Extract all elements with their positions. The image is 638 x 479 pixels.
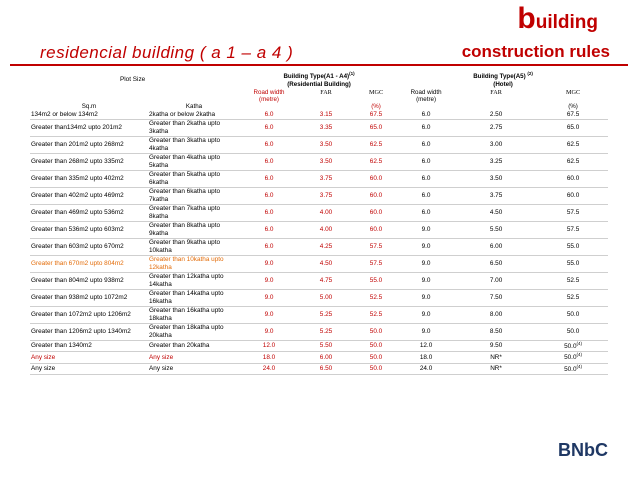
col-mgc-a: MGC	[368, 88, 384, 96]
brand-title	[517, 4, 598, 34]
row-mgc-b: 52.5	[566, 294, 580, 302]
row-road-width-b: 6.0	[421, 175, 431, 183]
row-far-b: 5.50	[489, 226, 503, 234]
col-far-b: FAR	[490, 88, 502, 96]
row-far-a: 4.00	[319, 226, 333, 234]
row-road-width-a: 9.0	[264, 328, 274, 336]
row-road-width-b: 9.0	[421, 226, 431, 234]
row-road-width-a: 24.0	[262, 364, 276, 372]
row-katha: Greater than 7katha upto 8katha	[149, 205, 221, 221]
row-mgc-a: 50.0	[369, 353, 383, 361]
row-mgc-a: 65.0	[369, 124, 383, 132]
row-road-width-a: 12.0	[262, 342, 276, 350]
row-far-b: 7.00	[489, 277, 503, 285]
row-far-a: 5.25	[319, 328, 333, 336]
header-row-groups	[30, 71, 608, 81]
row-far-a: 3.75	[319, 175, 333, 183]
row-road-width-b: 6.0	[421, 158, 431, 166]
row-far-a: 3.50	[319, 141, 333, 149]
row-sqm: Greater than 1206m2 upto 1340m2	[31, 328, 131, 336]
row-katha: Greater than 6katha upto 7katha	[149, 188, 221, 204]
row-far-b: 8.00	[489, 311, 503, 319]
row-far-b: 6.00	[489, 243, 503, 251]
row-road-width-b: 9.0	[421, 328, 431, 336]
row-katha: Greater than 8katha upto 9katha	[149, 222, 221, 238]
col-pct-a: (%)	[371, 102, 381, 110]
row-sqm: Greater than 670m2 upto 804m2	[31, 260, 124, 268]
bnbc-logo: BNbC	[558, 440, 608, 460]
row-mgc-a: 60.0	[369, 175, 383, 183]
col-metre-a: (metre)	[259, 96, 279, 104]
row-mgc-a: 50.0	[369, 364, 383, 372]
table-row	[30, 256, 608, 273]
row-sqm: Greater than 1340m2	[31, 342, 92, 350]
row-road-width-b: 9.0	[421, 243, 431, 251]
row-road-width-a: 6.0	[264, 124, 274, 132]
row-sqm: Greater than 603m2 upto 670m2	[31, 243, 124, 251]
group-b-subtitle: (Hotel)	[493, 80, 513, 88]
row-far-a: 5.25	[319, 311, 333, 319]
row-mgc-b: 67.5	[566, 110, 580, 118]
row-road-width-a: 9.0	[264, 260, 274, 268]
row-road-width-b: 6.0	[421, 141, 431, 149]
group-a-title: Building Type(A1 - A4)$^{(1)}$	[283, 71, 355, 81]
row-mgc-a: 60.0	[369, 209, 383, 217]
row-katha: Greater than 16katha upto 18katha	[149, 307, 224, 323]
row-sqm: Greater than 536m2 upto 603m2	[31, 226, 124, 234]
row-sqm: Any size	[31, 364, 56, 372]
row-far-b: NR*	[490, 364, 502, 372]
row-sqm: Greater than 335m2 upto 402m2	[31, 175, 124, 183]
row-katha: Greater than 3katha upto 4katha	[149, 137, 221, 153]
row-far-a: 3.75	[319, 192, 333, 200]
group-a-subtitle: (Residential Building)	[287, 80, 351, 88]
table-row	[30, 324, 608, 341]
row-mgc-b: 57.5	[566, 226, 580, 234]
plot-size-label: Plot Size	[120, 75, 146, 83]
brand-rest: uilding	[535, 12, 598, 33]
row-far-a: 4.75	[319, 277, 333, 285]
row-road-width-a: 18.0	[262, 353, 276, 361]
row-katha: Greater than 2katha upto 3katha	[149, 120, 221, 136]
table-row	[30, 154, 608, 171]
table-row	[30, 273, 608, 290]
table-row	[30, 110, 608, 120]
row-mgc-a: 57.5	[369, 243, 383, 251]
row-road-width-b: 24.0	[419, 364, 433, 372]
row-far-b: 7.50	[489, 294, 503, 302]
table-row	[30, 352, 608, 363]
header-row-columns	[30, 89, 608, 97]
row-mgc-b: 60.0	[566, 192, 580, 200]
row-mgc-b: 62.5	[566, 158, 580, 166]
table-row	[30, 363, 608, 374]
row-far-a: 3.15	[319, 110, 333, 118]
row-mgc-a: 52.5	[369, 311, 383, 319]
row-sqm: Greater than 804m2 upto 938m2	[31, 277, 124, 285]
col-metre-b: (metre)	[416, 96, 437, 104]
row-mgc-b: 65.0	[566, 124, 580, 132]
row-far-b: 3.75	[489, 192, 503, 200]
row-far-b: 9.50	[489, 342, 503, 350]
row-sqm: Greater than 1072m2 upto 1206m2	[31, 311, 131, 319]
row-road-width-a: 6.0	[264, 141, 274, 149]
row-far-a: 3.50	[319, 158, 333, 166]
row-road-width-a: 6.0	[264, 243, 274, 251]
row-road-width-b: 9.0	[421, 294, 431, 302]
row-road-width-b: 9.0	[421, 311, 431, 319]
row-katha: Greater than 5katha upto 6katha	[149, 171, 221, 187]
table-row	[30, 120, 608, 137]
row-far-a: 5.50	[319, 342, 333, 350]
row-sqm: Greater than 402m2 upto 469m2	[31, 192, 124, 200]
row-road-width-a: 6.0	[264, 110, 274, 118]
table-row	[30, 137, 608, 154]
row-katha: Greater than 9katha upto 10katha	[149, 239, 221, 255]
row-road-width-b: 6.0	[421, 192, 431, 200]
col-far-a: FAR	[320, 88, 332, 96]
row-sqm: Greater than 469m2 upto 536m2	[31, 209, 124, 217]
row-road-width-b: 12.0	[419, 342, 433, 350]
row-far-a: 5.00	[319, 294, 333, 302]
row-sqm: Greater than 938m2 upto 1072m2	[31, 294, 128, 302]
row-road-width-b: 18.0	[419, 353, 433, 361]
row-katha: Greater than 10katha upto 12katha	[149, 256, 224, 272]
group-b-title: Building Type(A5) $^{(2)}$	[473, 71, 533, 81]
row-mgc-b: 50.0$^{(4)}$	[564, 363, 583, 373]
row-katha: 2katha or below 2katha	[149, 110, 216, 118]
row-road-width-b: 6.0	[421, 110, 431, 118]
title-divider	[10, 64, 628, 66]
row-mgc-b: 55.0	[566, 243, 580, 251]
row-road-width-b: 6.0	[421, 209, 431, 217]
table-row	[30, 171, 608, 188]
row-far-a: 4.50	[319, 260, 333, 268]
row-katha: Greater than 18katha upto 20katha	[149, 324, 224, 340]
row-mgc-a: 60.0	[369, 192, 383, 200]
row-far-a: 4.25	[319, 243, 333, 251]
row-far-b: 3.25	[489, 158, 503, 166]
row-mgc-b: 52.5	[566, 277, 580, 285]
row-road-width-b: 9.0	[421, 277, 431, 285]
row-sqm: Greater than 201m2 upto 268m2	[31, 141, 124, 149]
col-mgc-b: MGC	[566, 88, 581, 96]
row-road-width-a: 6.0	[264, 158, 274, 166]
row-mgc-b: 60.0	[566, 175, 580, 183]
row-road-width-a: 6.0	[264, 209, 274, 217]
construction-rules-table	[30, 71, 608, 375]
row-far-b: 8.50	[489, 328, 503, 336]
table-row	[30, 188, 608, 205]
col-pct-b: (%)	[568, 102, 578, 110]
row-sqm: Greater than134m2 upto 201m2	[31, 124, 122, 132]
row-katha: Greater than 14katha upto 16katha	[149, 290, 224, 306]
col-sqm: Sq.m	[81, 102, 97, 110]
table-body	[30, 110, 608, 374]
row-mgc-b: 50.0	[566, 311, 580, 319]
row-far-b: 3.00	[489, 141, 503, 149]
row-mgc-a: 50.0	[369, 328, 383, 336]
footnote-marker: (4)	[576, 363, 583, 369]
row-far-b: 3.50	[489, 175, 503, 183]
row-road-width-a: 6.0	[264, 192, 274, 200]
row-mgc-a: 67.5	[369, 110, 383, 118]
row-far-a: 6.00	[319, 353, 333, 361]
header-row-units	[30, 96, 608, 110]
row-far-b: 6.50	[489, 260, 503, 268]
row-road-width-a: 9.0	[264, 294, 274, 302]
table-row	[30, 290, 608, 307]
row-mgc-b: 55.0	[566, 260, 580, 268]
row-mgc-a: 55.0	[369, 277, 383, 285]
row-mgc-a: 60.0	[369, 226, 383, 234]
row-sqm: Greater than 268m2 upto 335m2	[31, 158, 124, 166]
row-mgc-b: 50.0	[566, 328, 580, 336]
row-mgc-b: 50.0$^{(4)}$	[564, 352, 583, 362]
row-mgc-a: 62.5	[369, 141, 383, 149]
row-mgc-b: 57.5	[566, 209, 580, 217]
row-mgc-a: 52.5	[369, 294, 383, 302]
row-road-width-b: 9.0	[421, 260, 431, 268]
row-far-b: 4.50	[489, 209, 503, 217]
row-mgc-a: 62.5	[369, 158, 383, 166]
row-road-width-a: 6.0	[264, 226, 274, 234]
row-far-a: 4.00	[319, 209, 333, 217]
table-row	[30, 222, 608, 239]
row-far-b: NR*	[490, 353, 502, 361]
footnote-marker: (4)	[576, 352, 583, 358]
row-far-b: 2.75	[489, 124, 503, 132]
row-sqm: Any size	[31, 353, 56, 361]
col-katha: Katha	[185, 102, 203, 110]
row-katha: Greater than 4katha upto 5katha	[149, 154, 221, 170]
slide-heading: residencial building ( a 1 – a 4 )	[40, 43, 294, 62]
table-row	[30, 205, 608, 222]
row-far-a: 3.35	[319, 124, 333, 132]
slide-subtitle: construction rules	[461, 42, 610, 61]
row-mgc-a: 50.0	[369, 342, 383, 350]
row-far-a: 6.50	[319, 364, 333, 372]
row-mgc-b: 62.5	[566, 141, 580, 149]
footnote-marker: (4)	[576, 341, 583, 347]
brand-initial: b	[517, 2, 536, 35]
col-road-width-b: Road width	[410, 88, 442, 96]
row-far-b: 2.50	[489, 110, 503, 118]
table-row	[30, 341, 608, 352]
col-road-width-a: Road width	[253, 88, 285, 96]
row-road-width-b: 6.0	[421, 124, 431, 132]
row-road-width-a: 9.0	[264, 311, 274, 319]
row-sqm: 134m2 or below 134m2	[31, 110, 98, 118]
row-katha: Greater than 12katha upto 14katha	[149, 273, 224, 289]
row-road-width-a: 9.0	[264, 277, 274, 285]
row-mgc-a: 57.5	[369, 260, 383, 268]
row-mgc-b: 50.0$^{(4)}$	[564, 341, 583, 351]
row-katha: Any size	[149, 364, 174, 372]
row-katha: Greater than 20katha	[149, 342, 210, 350]
row-road-width-a: 6.0	[264, 175, 274, 183]
table-row	[30, 307, 608, 324]
row-katha: Any size	[149, 353, 174, 361]
table-row	[30, 239, 608, 256]
